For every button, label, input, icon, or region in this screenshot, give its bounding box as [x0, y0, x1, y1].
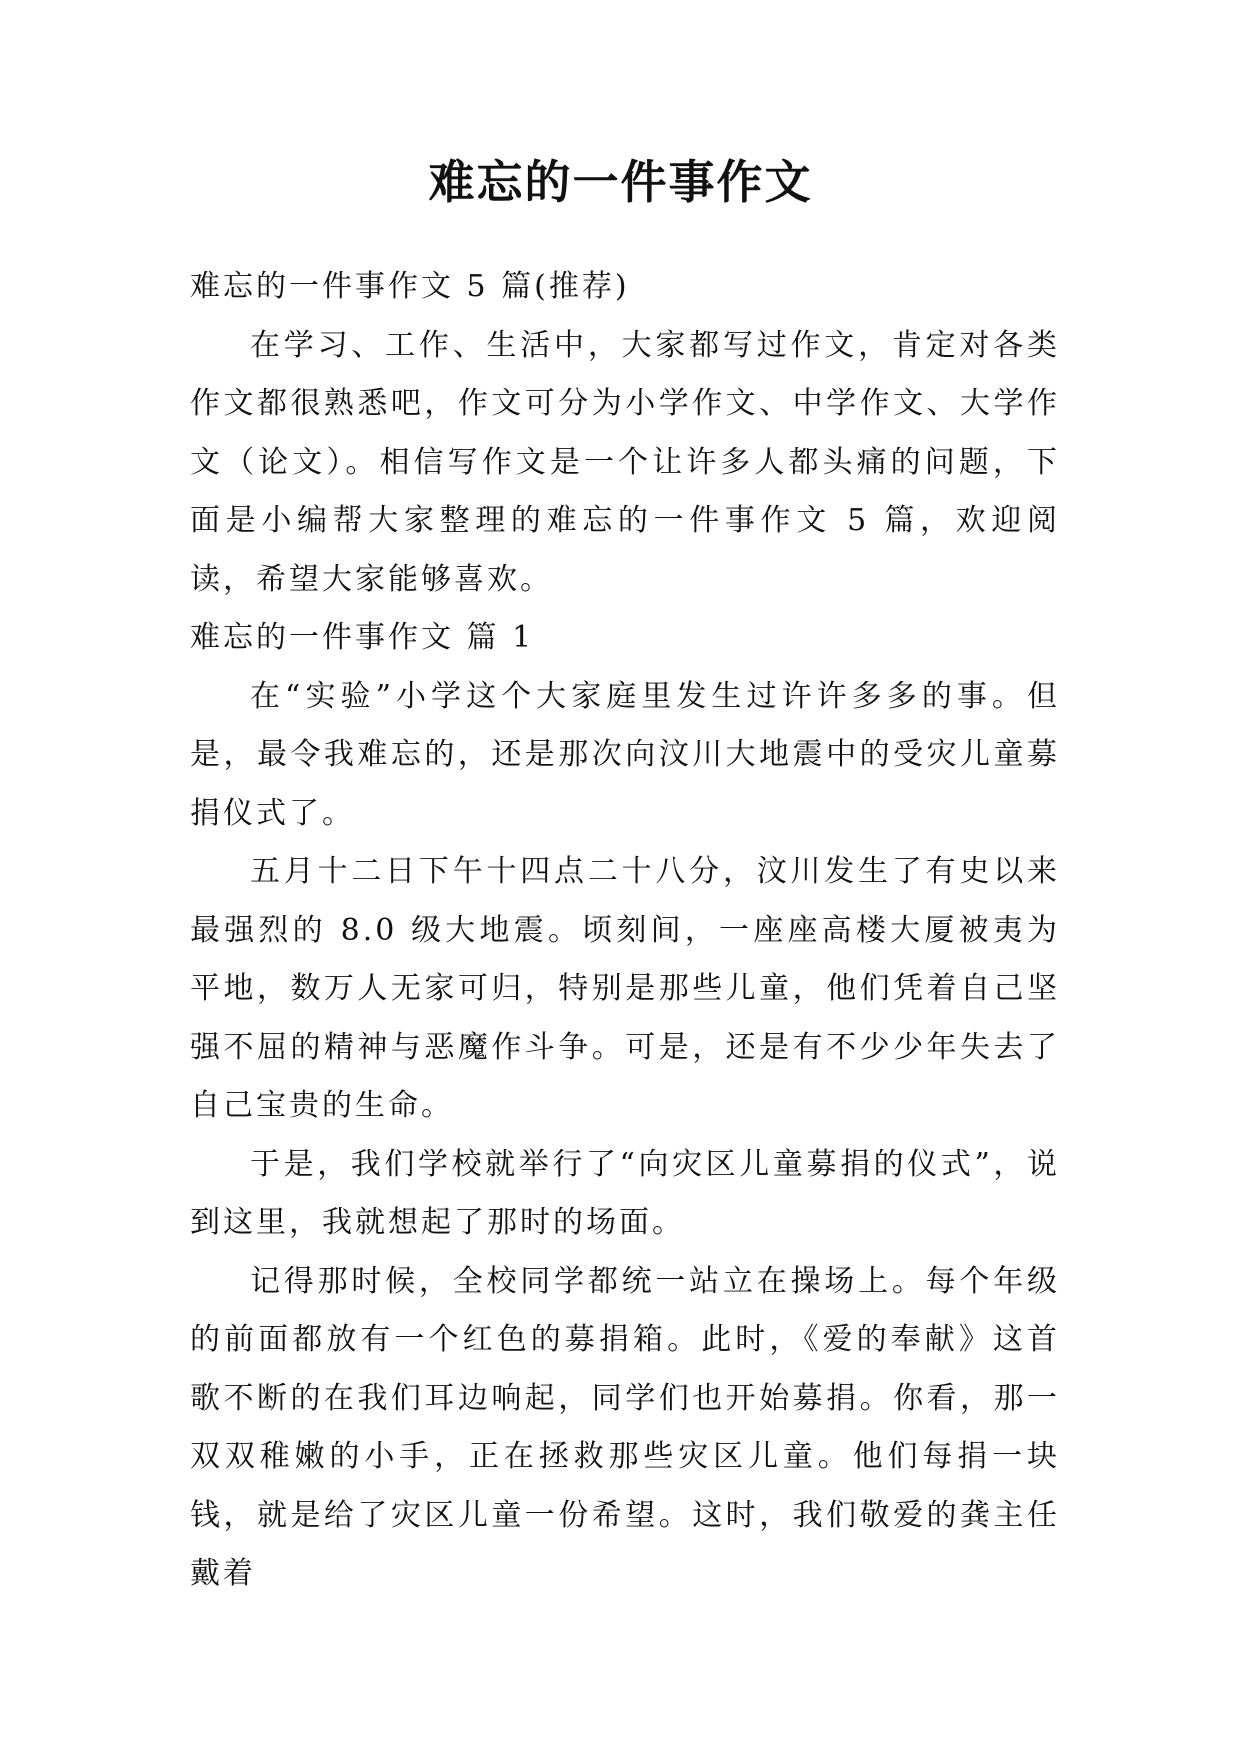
body-paragraph: 五月十二日下午十四点二十八分，汶川发生了有史以来最强烈的 8.0 级大地震。顷刻间，一座座高楼大厦被夷为平地，数万人无家可归，特别是那些儿童，他们凭着自己坚强不屈的精神与恶魔作斗争。可是，还是有不少少年失去了自己宝贵的生命。 [190, 854, 1060, 1123]
intro-paragraph: 在学习、工作、生活中，大家都写过作文，肯定对各类作文都很熟悉吧，作文可分为小学作文、中学作文、大学作文（论文）。相信写作文是一个让许多人都头痛的问题，下面是小编帮大家整理的难忘的一件事作文 5 篇，欢迎阅读，希望大家能够喜欢。 [190, 327, 1060, 597]
body-paragraph: 于是，我们学校就举行了“向灾区儿童募捐的仪式”，说到这里，我就想起了那时的场面。 [190, 1146, 1060, 1240]
document-subtitle: 难忘的一件事作文 5 篇(推荐) [190, 269, 630, 304]
document-title: 难忘的一件事作文 [428, 155, 813, 209]
section-heading: 难忘的一件事作文 篇 1 [190, 620, 535, 655]
body-paragraph: 在“实验”小学这个大家庭里发生过许许多多的事。但是，最令我难忘的，还是那次向汶川大地震中的受灾儿童募捐仪式了。 [190, 678, 1060, 831]
body-paragraph: 记得那时候，全校同学都统一站立在操场上。每个年级的前面都放有一个红色的募捐箱。此时，《爱的奉献》这首歌不断的在我们耳边响起，同学们也开始募捐。你看，那一双双稚嫩的小手，正在拯救那些灾区儿童。他们每捐一块钱，就是给了灾区儿童一份希望。这时，我们敬爱的龚主任戴着 [190, 1263, 1060, 1591]
document-body [190, 258, 1060, 1604]
